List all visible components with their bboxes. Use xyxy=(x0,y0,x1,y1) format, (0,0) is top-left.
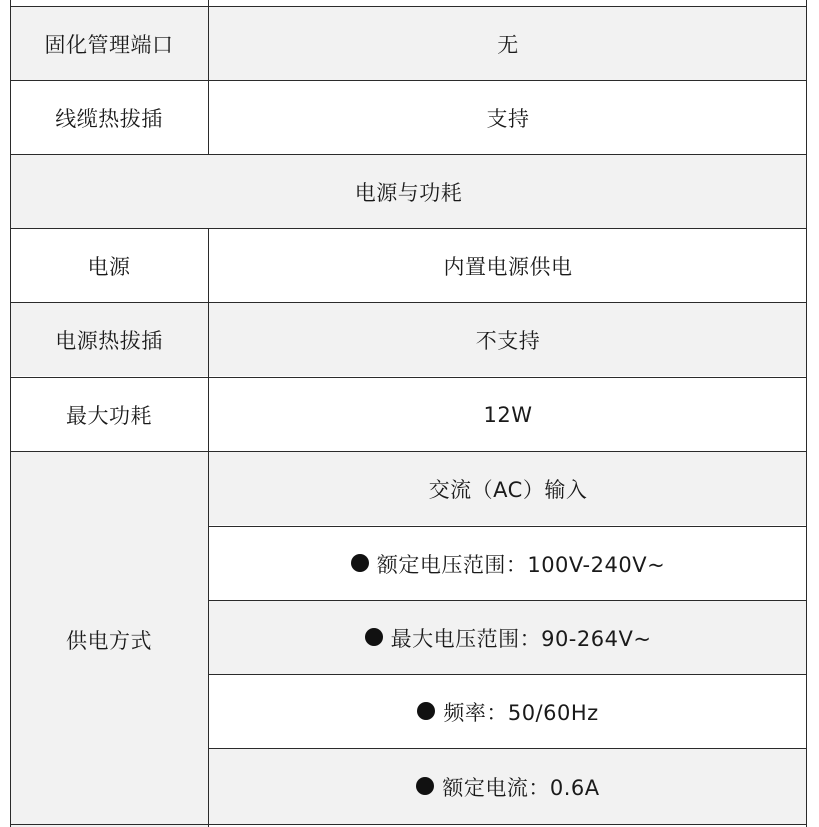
supply-label: 供电方式 xyxy=(66,628,152,653)
supply-item-rated-current-cell xyxy=(209,749,807,824)
row-power-label: 电源 xyxy=(87,254,131,279)
row-cable-hotplug-value: 支持 xyxy=(486,106,530,131)
row-divider xyxy=(10,451,807,452)
supply-item-max-voltage: 最大电压范围：90-264V~ xyxy=(390,626,652,651)
row-divider xyxy=(10,6,807,7)
bullet-icon xyxy=(417,702,435,720)
row-divider xyxy=(208,748,807,749)
row-max-power-value: 12W xyxy=(483,402,533,427)
bullet-icon xyxy=(365,628,383,646)
row-power-hotplug-label: 电源热拔插 xyxy=(55,328,163,353)
row-power-hotplug-value: 不支持 xyxy=(475,328,541,353)
table-border-right xyxy=(806,0,807,827)
supply-item-frequency-cell xyxy=(209,675,807,748)
spec-table xyxy=(10,0,807,827)
section-title-cell xyxy=(10,155,807,228)
supply-label-cell xyxy=(10,452,208,827)
row-divider xyxy=(10,80,807,81)
row-divider xyxy=(10,228,807,229)
supply-item-rated-voltage: 额定电压范围：100V-240V~ xyxy=(376,552,666,577)
row-power-value-cell xyxy=(209,229,807,302)
row-max-power-value-cell xyxy=(209,378,807,451)
row-divider xyxy=(10,302,807,303)
row-divider xyxy=(10,824,807,825)
supply-item-rated-voltage-cell xyxy=(209,527,807,600)
row-power-value: 内置电源供电 xyxy=(443,254,573,279)
row-max-power-label-cell xyxy=(10,378,208,451)
row-power-hotplug-label-cell xyxy=(10,303,208,376)
supply-header: 交流（AC）输入 xyxy=(428,477,588,502)
column-divider-upper xyxy=(208,0,209,155)
section-title: 电源与功耗 xyxy=(354,180,463,205)
supply-header-cell xyxy=(209,452,807,525)
bullet-icon xyxy=(416,777,434,795)
row-divider xyxy=(10,377,807,378)
row-divider xyxy=(208,600,807,601)
row-cable-hotplug-label-cell xyxy=(10,81,208,154)
supply-item-max-voltage-cell xyxy=(209,601,807,674)
row-divider xyxy=(10,154,807,155)
bullet-icon xyxy=(351,554,369,572)
row-max-power-label: 最大功耗 xyxy=(66,403,152,428)
row-power-hotplug-value-cell xyxy=(209,303,807,376)
row-divider xyxy=(208,674,807,675)
row-mgmt-port-label-cell xyxy=(10,7,208,80)
row-mgmt-port-label: 固化管理端口 xyxy=(44,32,174,57)
supply-item-rated-current: 额定电流：0.6A xyxy=(442,775,600,800)
row-mgmt-port-value-cell xyxy=(209,7,807,80)
row-divider xyxy=(208,526,807,527)
row-cable-hotplug-value-cell xyxy=(209,81,807,154)
row-power-label-cell xyxy=(10,229,208,302)
column-divider-lower xyxy=(208,229,209,827)
row-mgmt-port-value: 无 xyxy=(497,32,519,57)
supply-item-frequency: 频率：50/60Hz xyxy=(443,700,599,725)
row-cable-hotplug-label: 线缆热拔插 xyxy=(55,106,163,131)
table-border-left xyxy=(10,0,11,827)
